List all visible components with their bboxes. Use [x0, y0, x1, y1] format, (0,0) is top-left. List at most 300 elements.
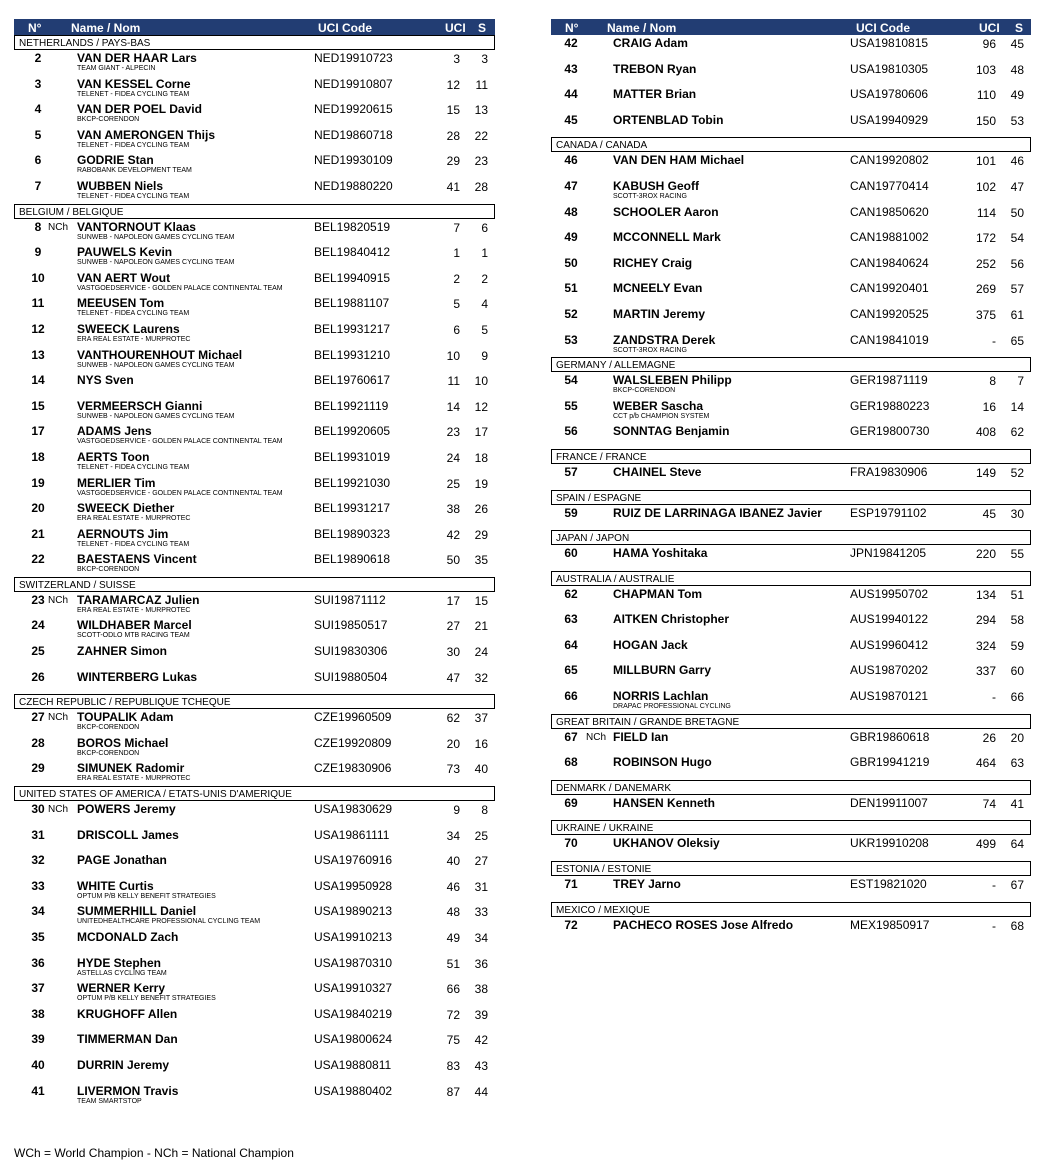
rider-number: 26 — [31, 669, 45, 684]
uci-rank: - — [992, 918, 996, 933]
rider-row — [14, 735, 495, 761]
rider-name: ORTENBLAD Tobin — [613, 112, 724, 127]
rider-row — [14, 878, 495, 904]
country-header: SPAIN / ESPAGNE — [551, 490, 1031, 505]
s-rank: 47 — [1010, 179, 1024, 194]
uci-code: CAN19920802 — [850, 153, 929, 168]
uci-code: ESP19791102 — [850, 505, 927, 520]
rider-name: PACHECO ROSES Jose Alfredo — [613, 917, 794, 932]
uci-code: AUS19870202 — [850, 663, 929, 678]
rider-number: 7 — [34, 178, 42, 193]
uci-rank: 47 — [446, 670, 460, 685]
rider-number: 41 — [31, 1083, 45, 1098]
rider-row — [551, 423, 1031, 449]
uci-code: NED19920615 — [314, 102, 393, 117]
uci-code: EST19821020 — [850, 877, 927, 892]
rider-row — [14, 372, 495, 398]
rider-row — [14, 801, 495, 827]
uci-code: BEL19890618 — [314, 552, 391, 567]
uci-rank: 51 — [446, 956, 460, 971]
rider-name: WILDHABER Marcel — [77, 618, 192, 633]
rider-name: BOROS Michael — [77, 735, 169, 750]
rider-row — [14, 1057, 495, 1083]
s-rank: 25 — [474, 828, 488, 843]
s-rank: 61 — [1010, 307, 1024, 322]
rider-number: 36 — [31, 955, 45, 970]
rider-number: 17 — [31, 424, 45, 439]
uci-rank: 269 — [975, 282, 996, 297]
team-name: SCOTT-3ROX RACING — [613, 192, 687, 200]
uci-code: BEL19940915 — [314, 270, 391, 285]
rider-number: 59 — [564, 505, 578, 520]
rider-number: 66 — [564, 689, 578, 704]
uci-code: NED19910723 — [314, 51, 393, 65]
s-rank: 37 — [474, 711, 488, 726]
rider-number: 48 — [564, 204, 578, 219]
uci-code: CAN19920525 — [850, 306, 929, 321]
uci-rank: 87 — [446, 1084, 460, 1099]
country-header: JAPAN / JAPON — [551, 530, 1031, 545]
rider-row — [551, 372, 1031, 398]
rider-row — [14, 903, 495, 929]
rider-number: 33 — [31, 878, 45, 893]
rider-name: VAN AERT Wout — [77, 270, 171, 285]
s-rank: 54 — [1010, 231, 1024, 246]
s-rank: 19 — [474, 476, 488, 491]
rider-name: CHAINEL Steve — [613, 464, 702, 479]
rider-row — [551, 61, 1031, 87]
s-rank: 30 — [1010, 506, 1024, 521]
s-rank: 3 — [481, 52, 488, 66]
uci-code: USA19870310 — [314, 955, 393, 970]
s-rank: 1 — [481, 246, 488, 261]
header-uci-code: UCI Code — [318, 21, 372, 35]
rider-row — [14, 475, 495, 501]
uci-rank: 149 — [975, 465, 996, 480]
rider-name: KABUSH Geoff — [613, 178, 699, 193]
uci-code: USA19830629 — [314, 802, 393, 817]
rider-name: WUBBEN Niels — [77, 178, 164, 193]
team-name: DRAPAC PROFESSIONAL CYCLING — [613, 703, 731, 711]
s-rank: 50 — [1010, 205, 1024, 220]
rider-name: TREY Jarno — [613, 877, 681, 892]
rider-number: 19 — [31, 475, 45, 490]
s-rank: 65 — [1010, 333, 1024, 348]
rider-name: VANTORNOUT Klaas — [77, 219, 196, 234]
uci-rank: 12 — [446, 77, 460, 92]
uci-code: GER19871119 — [850, 373, 928, 388]
rider-row — [14, 643, 495, 669]
uci-rank: 9 — [453, 803, 460, 818]
rider-number: 12 — [31, 321, 45, 336]
left-column — [14, 19, 495, 1108]
rider-row — [551, 545, 1031, 571]
s-rank: 63 — [1010, 756, 1024, 771]
uci-rank: 26 — [982, 730, 996, 745]
uci-rank: 50 — [446, 553, 460, 568]
rider-row — [551, 464, 1031, 490]
rider-number: 57 — [564, 464, 578, 479]
uci-code: BEL19931217 — [314, 501, 391, 516]
s-rank: 21 — [474, 619, 488, 634]
champion-tag: NCh — [586, 731, 607, 743]
legend-note: WCh = World Champion - NCh = National Champion — [14, 1146, 294, 1160]
rider-row — [14, 295, 495, 321]
rider-name: SUMMERHILL Daniel — [77, 904, 197, 919]
country-header: NETHERLANDS / PAYS-BAS — [14, 35, 495, 50]
rider-row — [551, 917, 1031, 943]
s-rank: 32 — [474, 670, 488, 685]
rider-name: ROBINSON Hugo — [613, 755, 712, 770]
s-rank: 15 — [474, 593, 488, 608]
s-rank: 55 — [1010, 547, 1024, 562]
rider-name: MATTER Brian — [613, 87, 697, 102]
rider-name: AERTS Toon — [77, 449, 150, 464]
rider-row — [14, 669, 495, 695]
rider-number: 27 — [31, 710, 45, 725]
team-name: ERA REAL ESTATE - MURPROTEC — [77, 606, 191, 614]
rider-name: TIMMERMAN Dan — [77, 1032, 178, 1047]
rider-row — [14, 449, 495, 475]
rider-number: 38 — [31, 1006, 45, 1021]
header-number: N° — [28, 21, 42, 35]
rider-name: BAESTAENS Vincent — [77, 552, 197, 567]
uci-rank: 40 — [446, 854, 460, 869]
uci-rank: 45 — [982, 506, 996, 521]
rider-name: VAN KESSEL Corne — [77, 76, 191, 91]
uci-rank: 23 — [446, 425, 460, 440]
s-rank: 28 — [474, 179, 488, 194]
rider-row — [551, 306, 1031, 332]
rider-row — [14, 178, 495, 204]
rider-name: VERMEERSCH Gianni — [77, 398, 203, 413]
rider-name: SWEECK Laurens — [77, 321, 180, 336]
uci-code: USA19800624 — [314, 1032, 393, 1047]
uci-rank: 408 — [975, 425, 996, 440]
uci-rank: 6 — [453, 322, 460, 337]
team-name: TELENET - FIDEA CYCLING TEAM — [77, 463, 190, 471]
rider-name: KRUGHOFF Allen — [77, 1006, 178, 1021]
rider-number: 11 — [31, 296, 45, 311]
rider-row — [14, 526, 495, 552]
uci-rank: 15 — [446, 103, 460, 118]
uci-code: USA19910213 — [314, 930, 393, 944]
rider-row — [14, 127, 495, 153]
s-rank: 53 — [1010, 113, 1024, 128]
rider-name: ZANDSTRA Derek — [613, 332, 716, 347]
uci-rank: 41 — [446, 179, 460, 194]
rider-number: 22 — [31, 552, 45, 567]
team-name: BKCP-CORENDON — [77, 724, 140, 732]
rider-name: AERNOUTS Jim — [77, 526, 169, 541]
uci-rank: 48 — [446, 905, 460, 920]
rider-name: WERNER Kerry — [77, 981, 166, 996]
rider-row — [14, 244, 495, 270]
uci-code: USA19760916 — [314, 853, 393, 868]
rider-name: MILLBURN Garry — [613, 663, 712, 678]
uci-code: CAN19840624 — [850, 255, 929, 270]
uci-rank: 28 — [446, 128, 460, 143]
rider-name: WALSLEBEN Philipp — [613, 373, 732, 388]
rider-name: VAN DER POEL David — [77, 102, 202, 117]
uci-rank: - — [992, 690, 996, 705]
country-header: ESTONIA / ESTONIE — [551, 861, 1031, 876]
country-header: GREAT BRITAIN / GRANDE BRETAGNE — [551, 714, 1031, 729]
rider-row — [551, 229, 1031, 255]
rider-name: PAUWELS Kevin — [77, 245, 173, 260]
s-rank: 41 — [1010, 796, 1024, 811]
rider-row — [14, 592, 495, 618]
team-name: TELENET - FIDEA CYCLING TEAM — [77, 310, 190, 318]
rider-name: ZAHNER Simon — [77, 644, 167, 659]
uci-code: GER19800730 — [850, 424, 930, 439]
rider-row — [551, 280, 1031, 306]
rider-name: MCNEELY Evan — [613, 281, 703, 296]
rider-name: WINTERBERG Lukas — [77, 669, 198, 684]
team-name: TELENET - FIDEA CYCLING TEAM — [77, 141, 190, 149]
uci-code: NED19880220 — [314, 178, 393, 193]
rider-name: RUIZ DE LARRINAGA IBANEZ Javier — [613, 505, 822, 520]
rider-number: 55 — [564, 398, 578, 413]
rider-number: 49 — [564, 230, 578, 245]
s-rank: 9 — [481, 348, 488, 363]
rider-number: 18 — [31, 449, 45, 464]
uci-rank: 74 — [982, 796, 996, 811]
champion-tag: NCh — [48, 594, 69, 606]
s-rank: 12 — [474, 399, 488, 414]
uci-code: USA19880402 — [314, 1083, 393, 1098]
uci-code: USA19910327 — [314, 981, 393, 996]
rider-number: 20 — [31, 501, 45, 516]
uci-code: NED19860718 — [314, 127, 393, 142]
rider-number: 30 — [31, 802, 45, 817]
header-s: S — [1015, 21, 1024, 35]
uci-rank: 14 — [446, 399, 460, 414]
rider-row — [14, 423, 495, 449]
rider-number: 60 — [564, 546, 578, 561]
rider-row — [551, 112, 1031, 138]
uci-code: AUS19960412 — [850, 637, 929, 652]
country-header: BELGIUM / BELGIQUE — [14, 204, 495, 219]
team-name: VASTGOEDSERVICE - GOLDEN PALACE CONTINENTAL TEAM — [77, 438, 283, 446]
rider-name: MEEUSEN Tom — [77, 296, 165, 311]
team-name: BKCP-CORENDON — [77, 749, 140, 757]
right-column — [551, 19, 1031, 942]
rider-number: 4 — [34, 102, 42, 117]
rider-number: 68 — [564, 755, 578, 770]
uci-code: SUI19880504 — [314, 669, 388, 684]
uci-code: BEL19921030 — [314, 475, 391, 490]
rider-number: 29 — [31, 761, 45, 776]
rider-number: 70 — [564, 836, 578, 851]
rider-name: RICHEY Craig — [613, 255, 693, 270]
uci-code: DEN19911007 — [850, 795, 928, 810]
rider-row — [14, 827, 495, 853]
uci-rank: 2 — [453, 271, 460, 286]
rider-number: 52 — [564, 306, 578, 321]
uci-code: BEL19920605 — [314, 424, 391, 439]
rider-name: SONNTAG Benjamin — [613, 424, 730, 439]
rider-row — [14, 1006, 495, 1032]
uci-rank: 24 — [446, 450, 460, 465]
s-rank: 58 — [1010, 613, 1024, 628]
s-rank: 43 — [474, 1058, 488, 1073]
uci-rank: 62 — [446, 711, 460, 726]
rider-number: 8 — [34, 219, 42, 234]
team-name: SCOTT-3ROX RACING — [613, 346, 687, 354]
rider-name: UKHANOV Oleksiy — [613, 836, 720, 851]
rider-number: 69 — [564, 795, 578, 810]
uci-rank: 46 — [446, 879, 460, 894]
team-name: BKCP-CORENDON — [77, 566, 140, 574]
s-rank: 33 — [474, 905, 488, 920]
s-rank: 51 — [1010, 587, 1024, 602]
rider-number: 21 — [31, 526, 45, 541]
rider-name: LIVERMON Travis — [77, 1083, 179, 1098]
s-rank: 24 — [474, 645, 488, 660]
rider-name: FIELD Ian — [613, 729, 669, 744]
s-rank: 6 — [481, 220, 488, 235]
rider-row — [551, 637, 1031, 663]
rider-row — [14, 760, 495, 786]
uci-code: JPN19841205 — [850, 546, 927, 561]
champion-tag: NCh — [48, 712, 69, 724]
country-header: FRANCE / FRANCE — [551, 449, 1031, 464]
rider-name: PAGE Jonathan — [77, 853, 167, 868]
rider-number: 40 — [31, 1057, 45, 1072]
uci-rank: 75 — [446, 1033, 460, 1048]
s-rank: 17 — [474, 425, 488, 440]
s-rank: 60 — [1010, 664, 1024, 679]
rider-name: WEBER Sascha — [613, 398, 704, 413]
uci-code: USA19810305 — [850, 61, 929, 76]
rider-name: VAN DER HAAR Lars — [77, 51, 197, 65]
rider-name: HOGAN Jack — [613, 637, 688, 652]
uci-rank: 11 — [447, 374, 460, 389]
rider-number: 25 — [31, 644, 45, 659]
left-column-body — [14, 35, 495, 1108]
rider-number: 45 — [564, 112, 578, 127]
s-rank: 16 — [474, 736, 488, 751]
uci-code: CAN19850620 — [850, 204, 929, 219]
rider-name: NORRIS Lachlan — [613, 689, 709, 704]
country-header: AUSTRALIA / AUSTRALIE — [551, 571, 1031, 586]
uci-rank: - — [992, 333, 996, 348]
right-column-body — [551, 35, 1031, 942]
header-number: N° — [565, 21, 579, 35]
rider-name: SIMUNEK Radomir — [77, 761, 185, 776]
uci-code: BEL19840412 — [314, 245, 391, 260]
uci-code: BEL19890323 — [314, 526, 391, 541]
uci-rank: 102 — [975, 179, 996, 194]
s-rank: 52 — [1010, 465, 1024, 480]
team-name: CCT p/b CHAMPION SYSTEM — [613, 412, 710, 420]
uci-rank: 30 — [446, 645, 460, 660]
header-name: Name / Nom — [607, 21, 677, 35]
rider-name: TARAMARCAZ Julien — [77, 592, 200, 607]
uci-code: USA19861111 — [314, 827, 390, 842]
rider-name: DURRIN Jeremy — [77, 1057, 170, 1072]
s-rank: 49 — [1010, 88, 1024, 103]
team-name: UNITEDHEALTHCARE PROFESSIONAL CYCLING TEAM — [77, 918, 261, 926]
rider-number: 34 — [31, 904, 45, 919]
uci-rank: 27 — [446, 619, 460, 634]
s-rank: 4 — [481, 297, 488, 312]
uci-rank: 1 — [453, 246, 460, 261]
rider-row — [551, 688, 1031, 714]
rider-name: HYDE Stephen — [77, 955, 162, 970]
rider-number: 2 — [34, 51, 42, 65]
country-header: MEXICO / MEXIQUE — [551, 902, 1031, 917]
rider-number: 43 — [564, 61, 578, 76]
uci-code: USA19810815 — [850, 36, 929, 50]
s-rank: 57 — [1010, 282, 1024, 297]
uci-code: AUS19870121 — [850, 689, 929, 704]
uci-code: CZE19920809 — [314, 735, 392, 750]
uci-rank: 172 — [975, 231, 996, 246]
rider-name: CHAPMAN Tom — [613, 586, 703, 601]
uci-code: CZE19960509 — [314, 710, 392, 725]
country-header: GERMANY / ALLEMAGNE — [551, 357, 1031, 372]
s-rank: 40 — [474, 762, 488, 777]
country-header: SWITZERLAND / SUISSE — [14, 577, 495, 592]
rider-row — [14, 321, 495, 347]
rider-row — [551, 178, 1031, 204]
uci-rank: 34 — [446, 828, 460, 843]
uci-rank: - — [992, 878, 996, 893]
uci-rank: 49 — [446, 931, 460, 945]
team-name: TELENET - FIDEA CYCLING TEAM — [77, 540, 190, 548]
rider-number: 13 — [31, 347, 45, 362]
country-header: CZECH REPUBLIC / REPUBLIQUE TCHEQUE — [14, 694, 495, 709]
rider-row — [551, 332, 1031, 358]
rider-row — [551, 876, 1031, 902]
header-uci: UCI — [979, 21, 1000, 35]
uci-code: USA19890213 — [314, 904, 393, 919]
team-name: VASTGOEDSERVICE - GOLDEN PALACE CONTINENTAL TEAM — [77, 284, 283, 292]
rider-number: 10 — [31, 270, 45, 285]
team-name: ASTELLAS CYCLING TEAM — [77, 969, 167, 977]
uci-rank: 499 — [975, 837, 996, 852]
rider-number: 39 — [31, 1032, 45, 1047]
uci-rank: 7 — [453, 220, 460, 235]
rider-row — [14, 152, 495, 178]
s-rank: 20 — [1010, 730, 1024, 745]
uci-code: AUS19950702 — [850, 586, 929, 601]
team-name: ERA REAL ESTATE - MURPROTEC — [77, 515, 191, 523]
s-rank: 38 — [474, 982, 488, 997]
rider-row — [14, 617, 495, 643]
rider-row — [551, 586, 1031, 612]
rider-row — [551, 611, 1031, 637]
rider-number: 31 — [31, 827, 45, 842]
rider-number: 5 — [34, 127, 42, 142]
uci-code: SUI19850517 — [314, 618, 388, 633]
rider-name: MERLIER Tim — [77, 475, 156, 490]
rider-name: ADAMS Jens — [77, 424, 152, 439]
team-name: SUNWEB - NAPOLEON GAMES CYCLING TEAM — [77, 361, 235, 369]
rider-row — [551, 204, 1031, 230]
uci-code: BEL19820519 — [314, 219, 391, 234]
uci-code: UKR19910208 — [850, 836, 929, 851]
rider-row — [14, 398, 495, 424]
uci-rank: 337 — [975, 664, 996, 679]
rider-row — [14, 1083, 495, 1109]
rider-number: 35 — [31, 930, 45, 944]
rider-name: VAN AMERONGEN Thijs — [77, 127, 216, 142]
rider-number: 63 — [564, 612, 578, 627]
uci-rank: 16 — [982, 399, 996, 414]
